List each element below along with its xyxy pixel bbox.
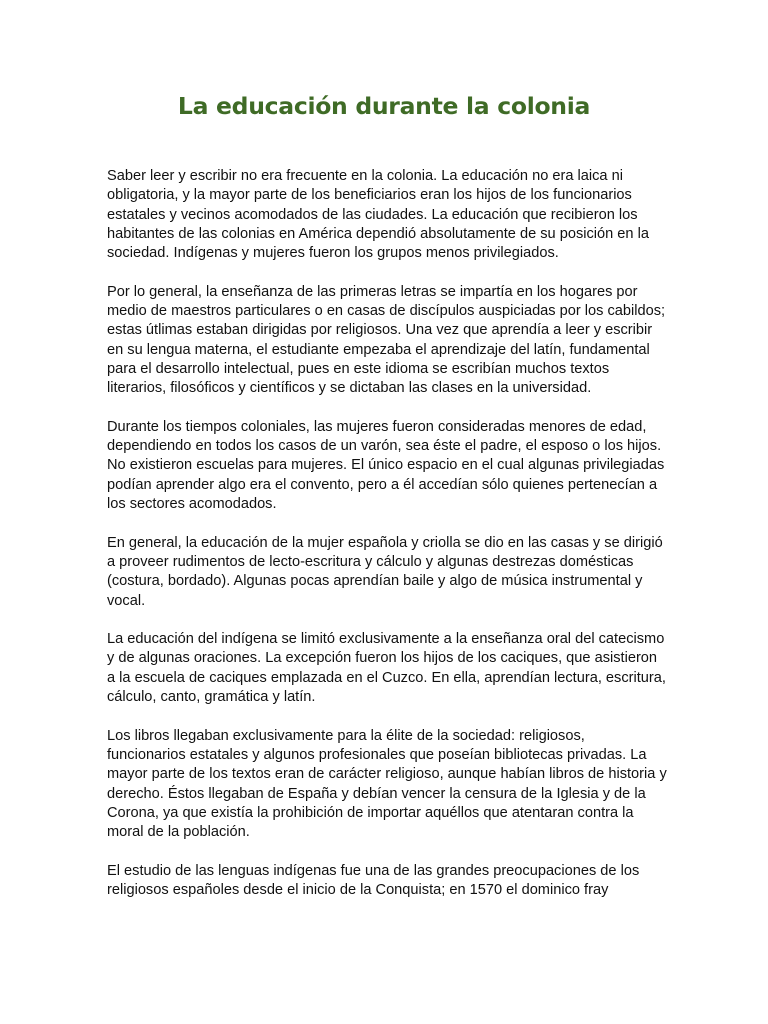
document-body [107, 167, 667, 920]
paragraph-4: En general, la educación de la mujer española y criolla se dio en las casas y se dirigió a proveer rudimentos de lecto-escritura y cálculo y algunas destrezas domésticas (costura, bordado). Algunas pocas aprendían baile y algo de música instrumental y vocal. [107, 534, 663, 609]
paragraph-3: Durante los tiempos coloniales, las mujeres fueron consideradas menores de edad, dependiendo en todos los casos de un varón, sea éste el padre, el esposo o los hijos. No existieron escuelas para mujeres. El único espacio en el cual algunas privilegiadas podían aprender algo era el convento, pero a él accedían sólo quienes pertenecían a los sectores acomodados. [107, 418, 665, 513]
paragraph-7: El estudio de las lenguas indígenas fue una de las grandes preocupaciones de los religiosos españoles desde el inicio de la Conquista; en 1570 el dominico fray [107, 862, 640, 898]
paragraph-6: Los libros llegaban exclusivamente para la élite de la sociedad: religiosos, funcionarios estatales y algunos profesionales que poseían bibliotecas privadas. La mayor parte de los textos eran de carácter religioso, aunque habían libros de historia y derecho. Éstos llegaban de España y debían vencer la censura de la Iglesia y de la Corona, ya que existía la prohibición de importar aquéllos que atentaran contra la moral de la población. [107, 727, 667, 841]
page-title: La educación durante la colonia [177, 92, 591, 120]
paragraph-2: Por lo general, la enseñanza de las primeras letras se impartía en los hogares por medio de maestros particulares o en casas de discípulos auspiciadas por los cabildos; estas útlimas estaban dirigidas por religiosos. Una vez que aprendía a leer y escribir en su lengua materna, el estudiante empezaba el aprendizaje del latín, fundamental para el desarrollo intelectual, pues en este idioma se escribían muchos textos literarios, filosóficos y científicos y se dictaban las clases en la universidad. [107, 283, 666, 397]
paragraph-1: Saber leer y escribir no era frecuente en la colonia. La educación no era laica ni obligatoria, y la mayor parte de los beneficiarios eran los hijos de los funcionarios estatales y vecinos acomodados de las ciudades. La educación que recibieron los habitantes de las colonias en América dependió absolutamente de su posición en la sociedad. Indígenas y mujeres fueron los grupos menos privilegiados. [107, 168, 649, 262]
paragraph-5: La educación del indígena se limitó exclusivamente a la enseñanza oral del catecismo y de algunas oraciones. La excepción fueron los hijos de los caciques, que asistieron a la escuela de caciques emplazada en el Cuzco. En ella, aprendían lectura, escritura, cálculo, canto, gramática y latín. [107, 631, 666, 706]
